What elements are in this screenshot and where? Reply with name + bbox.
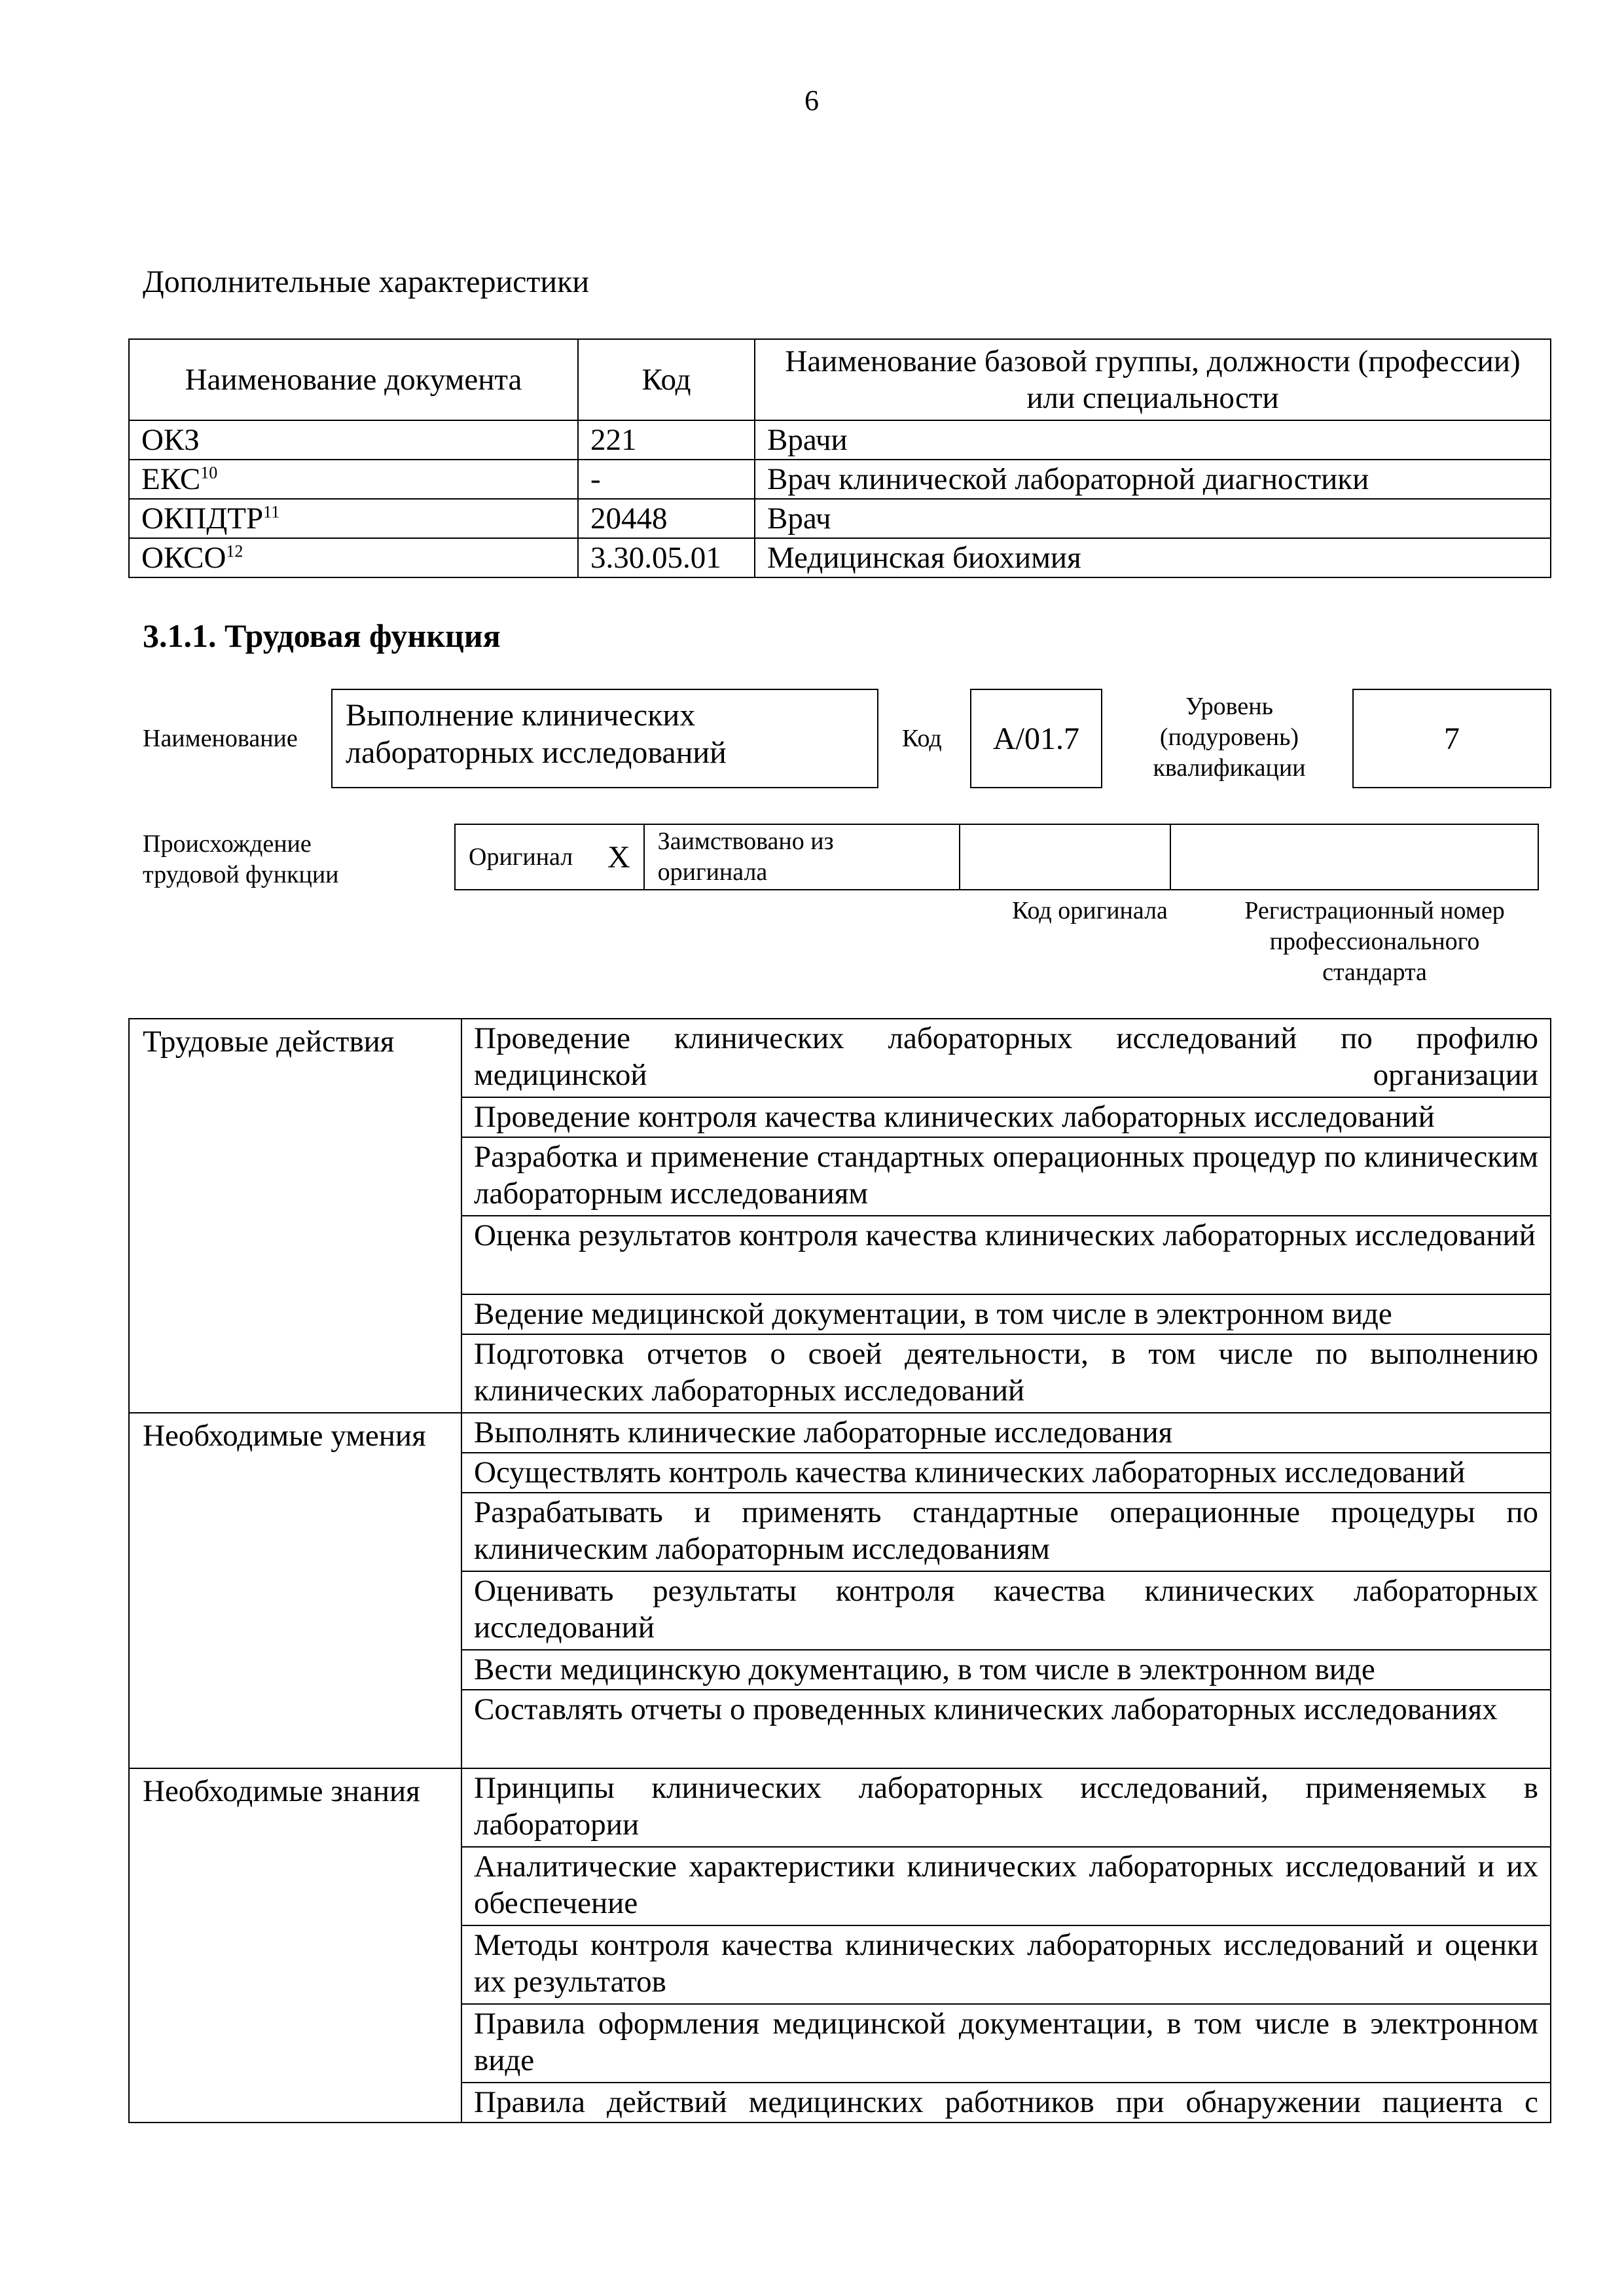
table-row: [129, 1413, 1551, 1453]
skill-item: Осуществлять контроль качества клинических лабораторных исследований: [461, 1453, 1551, 1493]
table-row: [129, 1768, 1551, 1847]
level-label: Уровень (подуровень) квалификации: [1153, 693, 1306, 782]
doc-cell: ОКСО$^{12}$: [129, 538, 578, 577]
knowledge-item: Правила оформления медицинской документации, в том числе в электронном виде: [461, 2004, 1551, 2083]
knowledge-item: Правила действий медицинских работников при обнаружении пациента с: [461, 2083, 1551, 2123]
table-row: [129, 1019, 1551, 1097]
code-label: Код: [902, 725, 942, 752]
reg-number-cell: [1170, 824, 1538, 890]
reg-number-caption: Регистрационный номер профессионального стандарта: [1244, 897, 1505, 986]
skill-item: Составлять отчеты о проведенных клинических лабораторных исследованиях: [461, 1690, 1551, 1768]
original-mark: X: [594, 824, 644, 890]
section-title: Дополнительные характеристики: [143, 264, 590, 299]
header-group-name: Наименование базовой группы, должности (профессии) или специальности: [755, 339, 1551, 420]
origin-row: [455, 824, 1538, 890]
labor-function-table: [128, 1018, 1551, 2123]
original-label: Оригинал: [455, 824, 594, 890]
doc-cell: ОКЗ: [129, 420, 578, 460]
page-number: 6: [804, 84, 819, 117]
function-name-box: Выполнение клинических лабораторных исследований: [331, 689, 878, 788]
doc-cell: ЕКС$^{10}$: [129, 460, 578, 499]
header-document: Наименование документа: [129, 339, 578, 420]
table-row: [129, 460, 1551, 499]
function-heading: 3.1.1. Трудовая функция: [143, 617, 501, 654]
action-item: Проведение контроля качества клинических лабораторных исследований: [461, 1097, 1551, 1137]
additional-characteristics-table: [128, 338, 1551, 578]
code-cell: 221: [578, 420, 755, 460]
name-cell: Врач клинической лабораторной диагностики: [755, 460, 1551, 499]
knowledge-label: Необходимые знания: [129, 1768, 461, 2123]
header-code: Код: [578, 339, 755, 420]
table-row: [129, 420, 1551, 460]
borrowed-label: Заимствовано из оригинала: [644, 824, 960, 890]
skill-item: Оценивать результаты контроля качества клинических лабораторных исследований: [461, 1571, 1551, 1650]
level-value-box: 7: [1352, 689, 1551, 788]
code-cell: 20448: [578, 499, 755, 538]
name-cell: Врач: [755, 499, 1551, 538]
skill-item: Выполнять клинические лабораторные исследования: [461, 1413, 1551, 1453]
code-original-cell: [960, 824, 1170, 890]
table-header-row: [129, 339, 1551, 420]
actions-label: Трудовые действия: [129, 1019, 461, 1413]
action-item: Проведение клинических лабораторных исследований по профилю медицинской организации: [461, 1019, 1551, 1097]
action-item: Оценка результатов контроля качества клинических лабораторных исследований: [461, 1216, 1551, 1294]
action-item: Разработка и применение стандартных операционных процедур по клиническим лабораторным исследованиям: [461, 1137, 1551, 1216]
action-item: Подготовка отчетов о своей деятельности, в том числе по выполнению клинических лабораторных исследований: [461, 1334, 1551, 1413]
table-row: [129, 538, 1551, 577]
origin-table: [454, 824, 1539, 890]
name-cell: Медицинская биохимия: [755, 538, 1551, 577]
table-row: [129, 499, 1551, 538]
action-item: Ведение медицинской документации, в том числе в электронном виде: [461, 1294, 1551, 1334]
knowledge-item: Методы контроля качества клинических лабораторных исследований и оценки их результатов: [461, 1925, 1551, 2004]
skill-item: Вести медицинскую документацию, в том числе в электронном виде: [461, 1650, 1551, 1690]
code-cell: 3.30.05.01: [578, 538, 755, 577]
function-code-box: A/01.7: [970, 689, 1102, 788]
name-cell: Врачи: [755, 420, 1551, 460]
origin-label: Происхождение трудовой функции: [143, 830, 339, 888]
doc-cell: ОКПДТР$^{11}$: [129, 499, 578, 538]
knowledge-item: Аналитические характеристики клинических лабораторных исследований и их обеспечение: [461, 1847, 1551, 1925]
skill-item: Разрабатывать и применять стандартные операционные процедуры по клиническим лабораторным исследованиям: [461, 1493, 1551, 1571]
knowledge-item: Принципы клинических лабораторных исследований, применяемых в лаборатории: [461, 1768, 1551, 1847]
skills-label: Необходимые умения: [129, 1413, 461, 1768]
code-original-caption: Код оригинала: [1012, 897, 1168, 924]
name-label: Наименование: [143, 725, 298, 752]
code-cell: -: [578, 460, 755, 499]
